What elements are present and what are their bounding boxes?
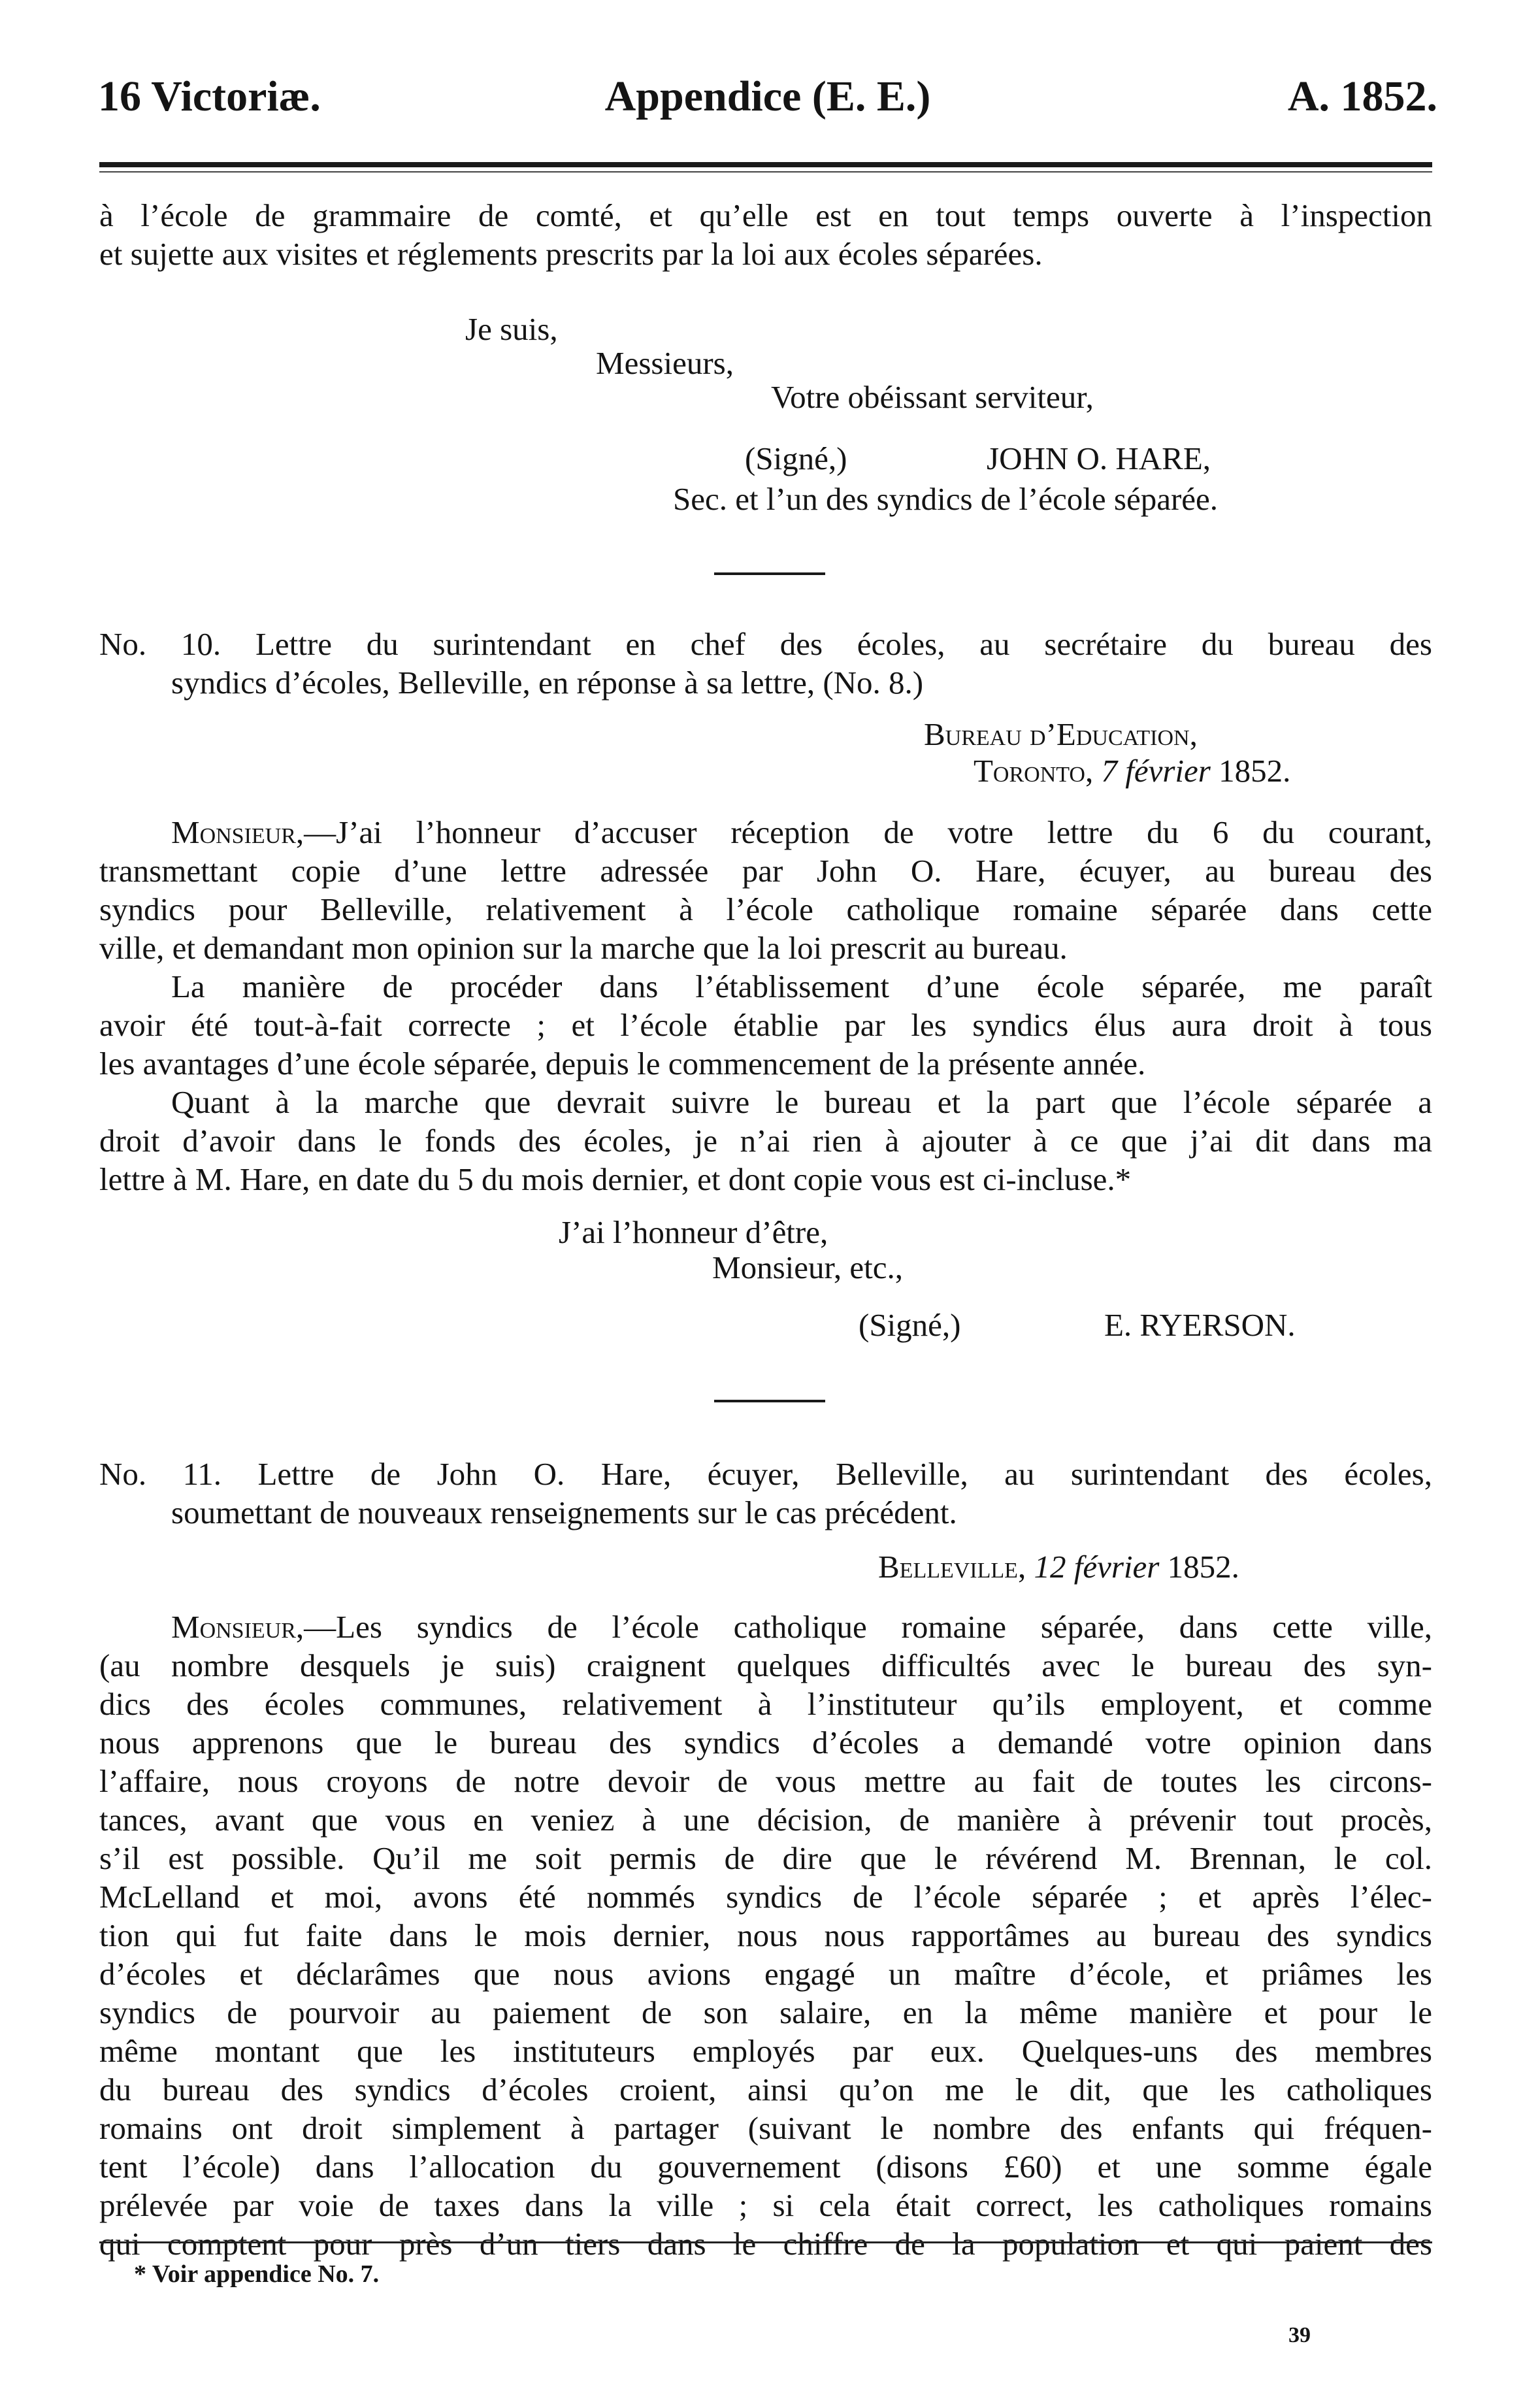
header-session: 16 Victoriæ. [98, 73, 321, 120]
footnote-rule [99, 2241, 1432, 2243]
body-line: dics des écoles communes, relativement à l’instituteur qu’ils employent, et comme [99, 1686, 1432, 1722]
heading-line: No. 10. Lettre du surintendant en chef des écoles, au secrétaire du bureau des [99, 626, 1432, 662]
closing-messieurs: Messieurs, [596, 345, 734, 381]
body-line: qui comptent pour près d’un tiers dans le chiffre de la population et qui paient des [99, 2226, 1432, 2262]
body-line: Monsieur,—J’ai l’honneur d’accuser réception de votre lettre du 6 du courant, [171, 814, 1432, 850]
footnote: * Voir appendice No. 7. [134, 2260, 380, 2288]
continuation-paragraph [99, 196, 1432, 273]
letter-10-body [99, 813, 1432, 1198]
closing-je-suis: Je suis, [465, 311, 558, 347]
body-line: prélevée par voie de taxes dans la ville ; si cela était correct, les catholiques romains [99, 2187, 1432, 2223]
letter-10-place: Bureau d’Education, [924, 716, 1198, 752]
body-line: syndics pour Belleville, relativement à l’école catholique romaine séparée dans cette [99, 891, 1432, 927]
body-line: d’écoles et déclarâmes que nous avions engagé un maître d’école, et priâmes les [99, 1956, 1432, 1992]
letter-10-close-1: J’ai l’honneur d’être, [559, 1214, 828, 1250]
signatory-title: Sec. et l’un des syndics de l’école séparée. [673, 481, 1219, 517]
body-line: McLelland et moi, avons été nommés syndics de l’école séparée ; et après l’élec- [99, 1879, 1432, 1915]
body-line: romains ont droit simplement à partager (suivant le nombre des enfants qui fréquen- [99, 2110, 1432, 2146]
body-line: Monsieur,—Les syndics de l’école catholique romaine séparée, dans cette ville, [171, 1609, 1432, 1645]
body-line: tent l’école) dans l’allocation du gouvernement (disons £60) et une somme égale [99, 2149, 1432, 2185]
letter-10-signatory: E. RYERSON. [1104, 1307, 1296, 1343]
body-line: tion qui fut faite dans le mois dernier, nous nous rapportâmes au bureau des syndics [99, 1917, 1432, 1953]
continuation-line: à l’école de grammaire de comté, et qu’elle est en tout temps ouverte à l’inspection [99, 197, 1432, 233]
body-line: nous apprenons que le bureau des syndics d’écoles a demandé votre opinion dans [99, 1725, 1432, 1760]
body-line: La manière de procéder dans l’établissement d’une école séparée, me paraît [171, 968, 1432, 1004]
closing-votre: Votre obéissant serviteur, [771, 379, 1094, 415]
body-line: même montant que les instituteurs employés par eux. Quelques-uns des membres [99, 2033, 1432, 2069]
body-line: les avantages d’une école séparée, depuis le commencement de la présente année. [99, 1046, 1146, 1082]
heading-line: No. 11. Lettre de John O. Hare, écuyer, Belleville, au surintendant des écoles, [99, 1456, 1432, 1492]
body-line: (au nombre desquels je suis) craignent quelques difficultés avec le bureau des syn- [99, 1647, 1432, 1683]
body-line: s’il est possible. Qu’il me soit permis de dire que le révérend M. Brennan, le col. [99, 1840, 1432, 1876]
closing-signe: (Signé,) [745, 440, 847, 476]
header-year: A. 1852. [1287, 73, 1437, 120]
signatory-name: JOHN O. HARE, [987, 440, 1211, 476]
running-header [98, 72, 1437, 131]
heading-line: syndics d’écoles, Belleville, en réponse à sa lettre, (No. 8.) [171, 665, 924, 701]
letter-11-heading [99, 1455, 1432, 1532]
body-line: transmettant copie d’une lettre adressée par John O. Hare, écuyer, au bureau des [99, 853, 1432, 889]
header-appendix: Appendice (E. E.) [604, 73, 931, 120]
body-line: lettre à M. Hare, en date du 5 du mois dernier, et dont copie vous est ci-incluse.* [99, 1161, 1132, 1197]
header-rule-thin [99, 171, 1432, 173]
section-separator [714, 1400, 825, 1402]
section-separator [714, 572, 825, 575]
letter-10-heading [99, 625, 1432, 702]
page-number: 39 [1288, 2323, 1311, 2347]
letter-10-dateline: Toronto, 7 février 1852. [974, 753, 1291, 789]
letter-11-body [99, 1608, 1432, 2263]
letter-11-dateline: Belleville, 12 février 1852. [878, 1549, 1239, 1585]
header-rule [99, 162, 1432, 167]
body-line: ville, et demandant mon opinion sur la marche que la loi prescrit au bureau. [99, 930, 1068, 966]
body-line: tances, avant que vous en veniez à une décision, de manière à prévenir tout procès, [99, 1802, 1432, 1838]
body-line: l’affaire, nous croyons de notre devoir de vous mettre au fait de toutes les circons- [99, 1763, 1432, 1799]
body-line: avoir été tout-à-fait correcte ; et l’école établie par les syndics élus aura droit à tous [99, 1007, 1432, 1043]
letter-10-signe: (Signé,) [859, 1307, 961, 1343]
continuation-line: et sujette aux visites et réglements prescrits par la loi aux écoles séparées. [99, 236, 1043, 272]
letter-10-close-2: Monsieur, etc., [712, 1249, 903, 1285]
body-line: du bureau des syndics d’écoles croient, ainsi qu’on me le dit, que les catholiques [99, 2072, 1432, 2107]
body-line: droit d’avoir dans le fonds des écoles, je n’ai rien à ajouter à ce que j’ai dit dans ma [99, 1123, 1432, 1159]
body-line: syndics de pourvoir au paiement de son salaire, en la même manière et pour le [99, 1994, 1432, 2030]
body-line: Quant à la marche que devrait suivre le bureau et la part que l’école séparée a [171, 1084, 1432, 1120]
heading-line: soumettant de nouveaux renseignements sur le cas précédent. [171, 1495, 957, 1530]
